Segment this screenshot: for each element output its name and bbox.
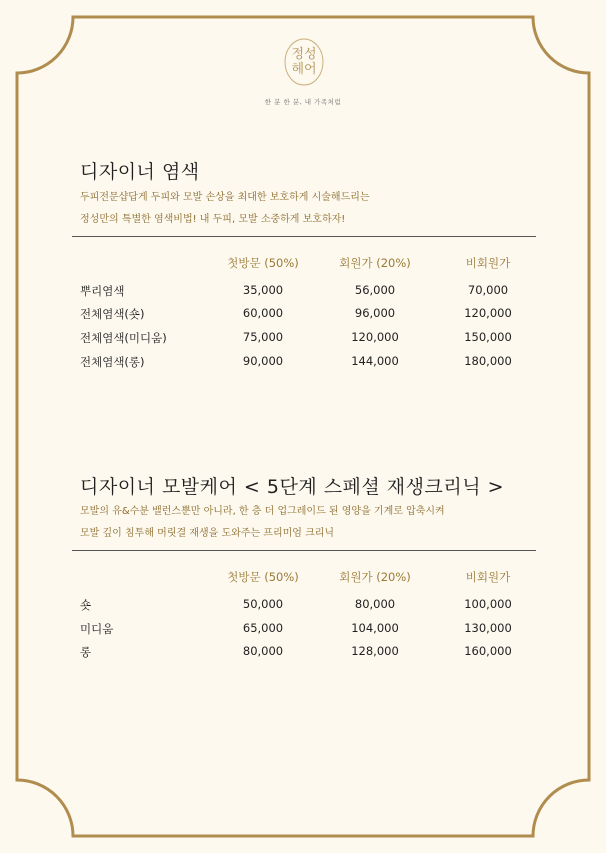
care-desc-line1: 모발의 유&수분 밸런스뿐만 아니라, 한 층 더 업그레이드 된 영양을 기계로 압축시켜 — [80, 506, 445, 517]
price-first: 60,000 — [242, 306, 284, 320]
price-first: 90,000 — [242, 354, 284, 368]
price-regular: 70,000 — [467, 283, 509, 297]
price-regular: 150,000 — [464, 330, 512, 344]
price-first: 75,000 — [242, 330, 284, 344]
price-regular: 100,000 — [464, 597, 512, 611]
price-first: 80,000 — [242, 644, 284, 658]
price-member: 80,000 — [354, 597, 396, 611]
row-label: 뿌리염색 — [80, 284, 125, 298]
care-header-regular: 비회원가 — [465, 570, 511, 584]
row-label: 미디움 — [80, 622, 114, 636]
price-member: 104,000 — [351, 621, 399, 635]
dye-header-member: 회원가 (20%) — [339, 256, 411, 270]
care-header-member: 회원가 (20%) — [339, 570, 411, 584]
dye-divider — [72, 236, 536, 237]
brand-logo — [283, 37, 325, 87]
price-member: 56,000 — [354, 283, 396, 297]
logo-line2: 헤어 — [291, 62, 317, 77]
dye-section-title: 디자이너 염색 — [80, 161, 200, 183]
dye-header-first: 첫방문 (50%) — [227, 256, 299, 270]
price-regular: 130,000 — [464, 621, 512, 635]
price-first: 35,000 — [242, 283, 284, 297]
dye-desc-line1: 두피전문샵답게 두피와 모발 손상을 최대한 보호하게 시술해드리는 — [80, 192, 370, 203]
price-member: 120,000 — [351, 330, 399, 344]
care-section-title: 디자이너 모발케어 < 5단계 스페셜 재생크리닉 > — [80, 476, 505, 498]
price-member: 96,000 — [354, 306, 396, 320]
dye-header-regular: 비회원가 — [465, 256, 511, 270]
price-member: 144,000 — [351, 354, 399, 368]
care-divider — [72, 550, 536, 551]
price-first: 50,000 — [242, 597, 284, 611]
brand-tagline: 한 분 한 분, 내 가족처럼 — [264, 98, 342, 106]
price-regular: 120,000 — [464, 306, 512, 320]
care-header-first: 첫방문 (50%) — [227, 570, 299, 584]
dye-desc-line2: 정성만의 특별한 염색비법! 내 두피, 모발 소중하게 보호하자! — [80, 214, 346, 225]
price-first: 65,000 — [242, 621, 284, 635]
price-regular: 180,000 — [464, 354, 512, 368]
row-label: 전체염색(롱) — [80, 355, 145, 369]
row-label: 전체염색(미디움) — [80, 331, 167, 345]
logo-line1: 정성 — [291, 47, 317, 62]
price-regular: 160,000 — [464, 644, 512, 658]
row-label: 숏 — [80, 598, 92, 612]
price-member: 128,000 — [351, 644, 399, 658]
care-description — [80, 501, 445, 545]
row-label: 전체염색(숏) — [80, 307, 145, 321]
care-desc-line2: 모발 깊이 침투해 머릿결 재생을 도와주는 프리미엄 크리닉 — [80, 528, 335, 539]
dye-description — [80, 187, 370, 231]
row-label: 롱 — [80, 645, 92, 659]
